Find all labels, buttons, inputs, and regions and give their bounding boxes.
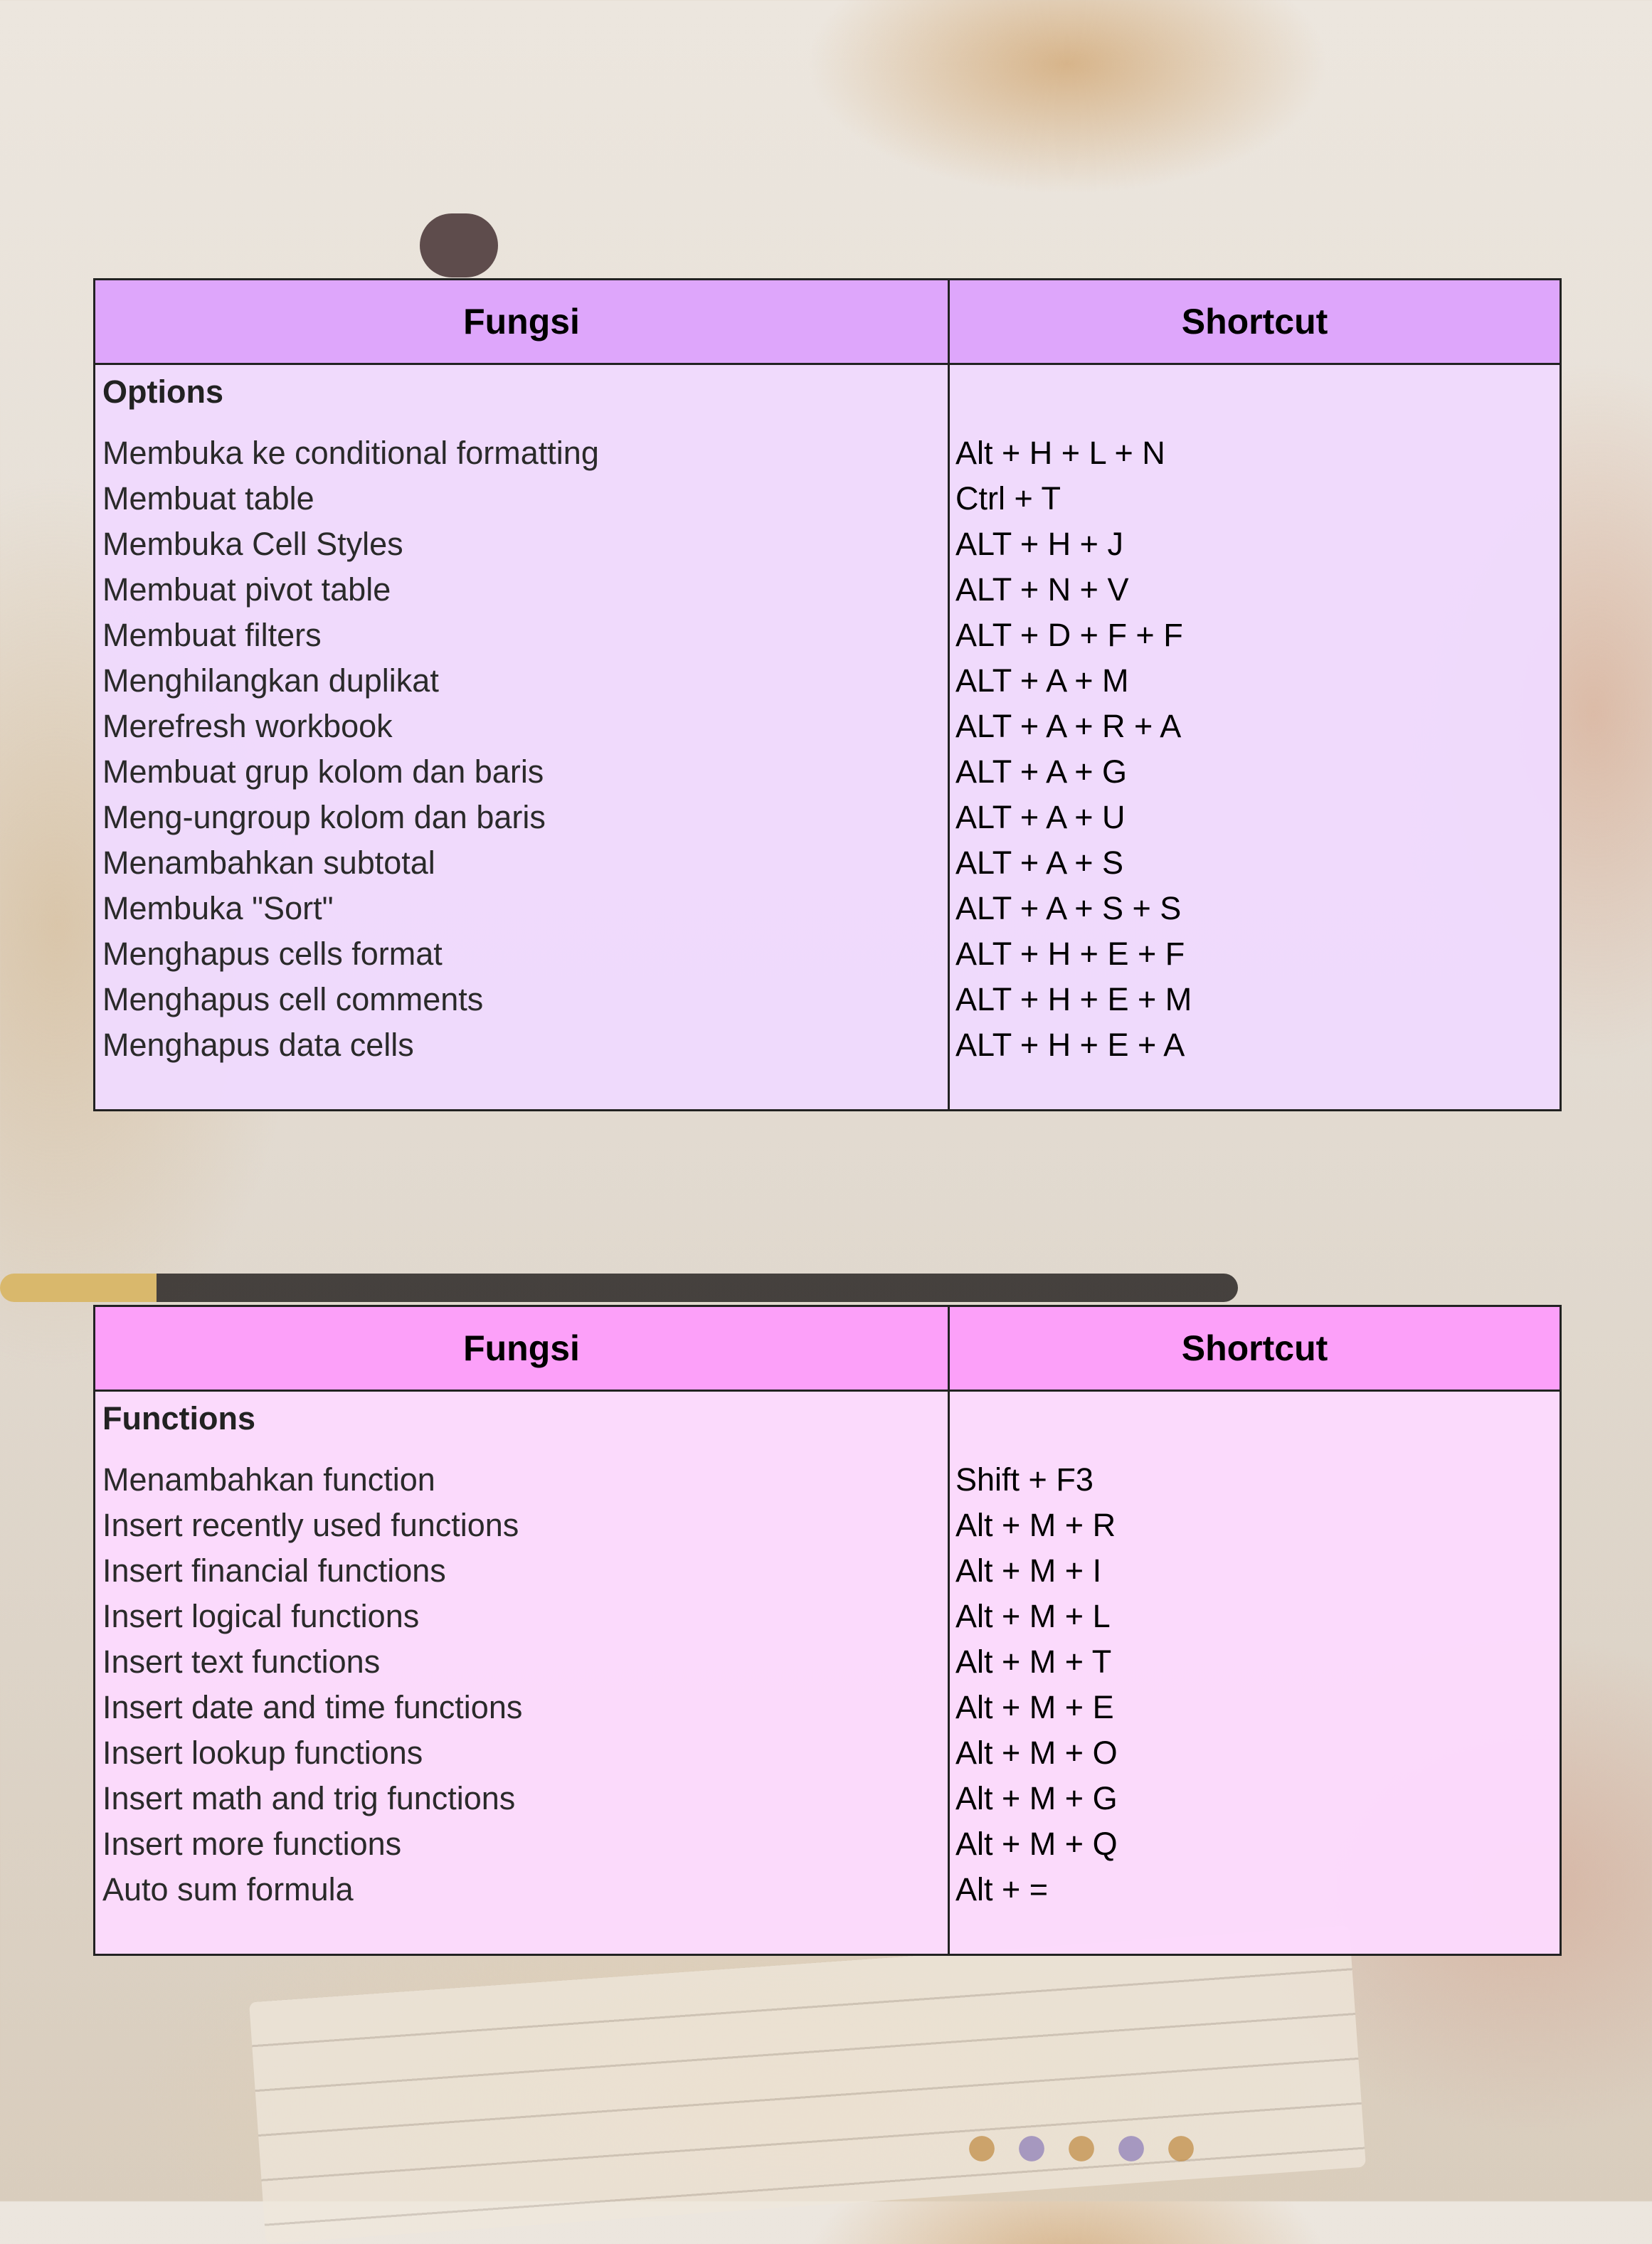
table-header-row (95, 1306, 1561, 1391)
section-title: Functions (102, 1400, 255, 1436)
fungsi-cell: Insert logical functions (102, 1598, 420, 1634)
shortcut-cell: Alt + H + L + N (955, 435, 1165, 471)
fungsi-cell: Membuka Cell Styles (102, 526, 403, 562)
header-fungsi: Fungsi (95, 1306, 949, 1391)
shortcut-cell: Alt + M + L (955, 1598, 1111, 1634)
shortcut-cell: ALT + A + G (955, 753, 1127, 790)
background-stickers (968, 2134, 1224, 2163)
fungsi-cell: Menghapus data cells (102, 1027, 414, 1063)
shortcut-column (949, 1391, 1561, 1955)
shortcut-cell: Alt + M + R (955, 1507, 1116, 1543)
shortcut-column (949, 364, 1561, 1111)
fungsi-cell: Insert date and time functions (102, 1689, 523, 1725)
fungsi-cell: Insert lookup functions (102, 1735, 423, 1771)
fungsi-cell: Menambahkan subtotal (102, 845, 435, 881)
shortcut-cell: Alt + M + G (955, 1780, 1118, 1816)
shortcut-cell: ALT + H + E + M (955, 981, 1192, 1017)
background-pen (0, 1274, 1238, 1302)
fungsi-cell: Menghilangkan duplikat (102, 662, 439, 699)
header-shortcut: Shortcut (949, 1306, 1561, 1391)
shortcut-cell: Shift + F3 (955, 1461, 1094, 1498)
fungsi-cell: Insert recently used functions (102, 1507, 519, 1543)
header-fungsi: Fungsi (95, 280, 949, 364)
fungsi-cell: Menghapus cell comments (102, 981, 484, 1017)
shortcut-cell: Alt + M + O (955, 1735, 1118, 1771)
fungsi-cell: Menghapus cells format (102, 936, 443, 972)
shortcut-cell: ALT + A + S (955, 845, 1124, 881)
shortcut-cell: Alt + = (955, 1871, 1049, 1907)
fungsi-cell: Membuka "Sort" (102, 890, 334, 926)
fungsi-cell: Menambahkan function (102, 1461, 435, 1498)
section-title: Options (102, 374, 223, 410)
fungsi-cell: Merefresh workbook (102, 708, 393, 744)
fungsi-cell: Insert financial functions (102, 1552, 446, 1589)
fungsi-cell: Insert more functions (102, 1826, 402, 1862)
fungsi-cell: Membuka ke conditional formatting (102, 435, 599, 471)
shortcut-cell: ALT + A + M (955, 662, 1129, 699)
shortcut-cell: ALT + H + E + A (955, 1027, 1185, 1063)
shortcut-cell: ALT + A + S + S (955, 890, 1182, 926)
fungsi-cell: Meng-ungroup kolom dan baris (102, 799, 546, 835)
shortcut-cell: Alt + M + T (955, 1644, 1112, 1680)
fungsi-cell: Membuat table (102, 480, 314, 517)
fungsi-cell: Auto sum formula (102, 1871, 354, 1907)
shortcut-cell: ALT + H + J (955, 526, 1123, 562)
shortcut-cell: Alt + M + E (955, 1689, 1114, 1725)
shortcut-cell: ALT + D + F + F (955, 617, 1183, 653)
fungsi-cell: Membuat pivot table (102, 571, 391, 608)
shortcut-cell: Alt + M + Q (955, 1826, 1118, 1862)
shortcut-cell: Alt + M + I (955, 1552, 1102, 1589)
shortcut-cell: ALT + H + E + F (955, 936, 1185, 972)
fungsi-column (95, 1391, 949, 1955)
fungsi-cell: Insert text functions (102, 1644, 381, 1680)
fungsi-cell: Membuat filters (102, 617, 322, 653)
header-shortcut: Shortcut (949, 280, 1561, 364)
options-shortcut-table (93, 278, 1562, 1111)
table-header-row (95, 280, 1561, 364)
shortcut-cell: ALT + A + R + A (955, 708, 1182, 744)
functions-shortcut-table (93, 1305, 1562, 1956)
shortcut-cell: Ctrl + T (955, 480, 1061, 517)
fungsi-cell: Insert math and trig functions (102, 1780, 516, 1816)
background-bottle (420, 213, 498, 277)
background-notebook (249, 1925, 1366, 2243)
shortcut-cell: ALT + N + V (955, 571, 1129, 608)
fungsi-cell: Membuat grup kolom dan baris (102, 753, 544, 790)
shortcut-cell: ALT + A + U (955, 799, 1126, 835)
fungsi-column (95, 364, 949, 1111)
